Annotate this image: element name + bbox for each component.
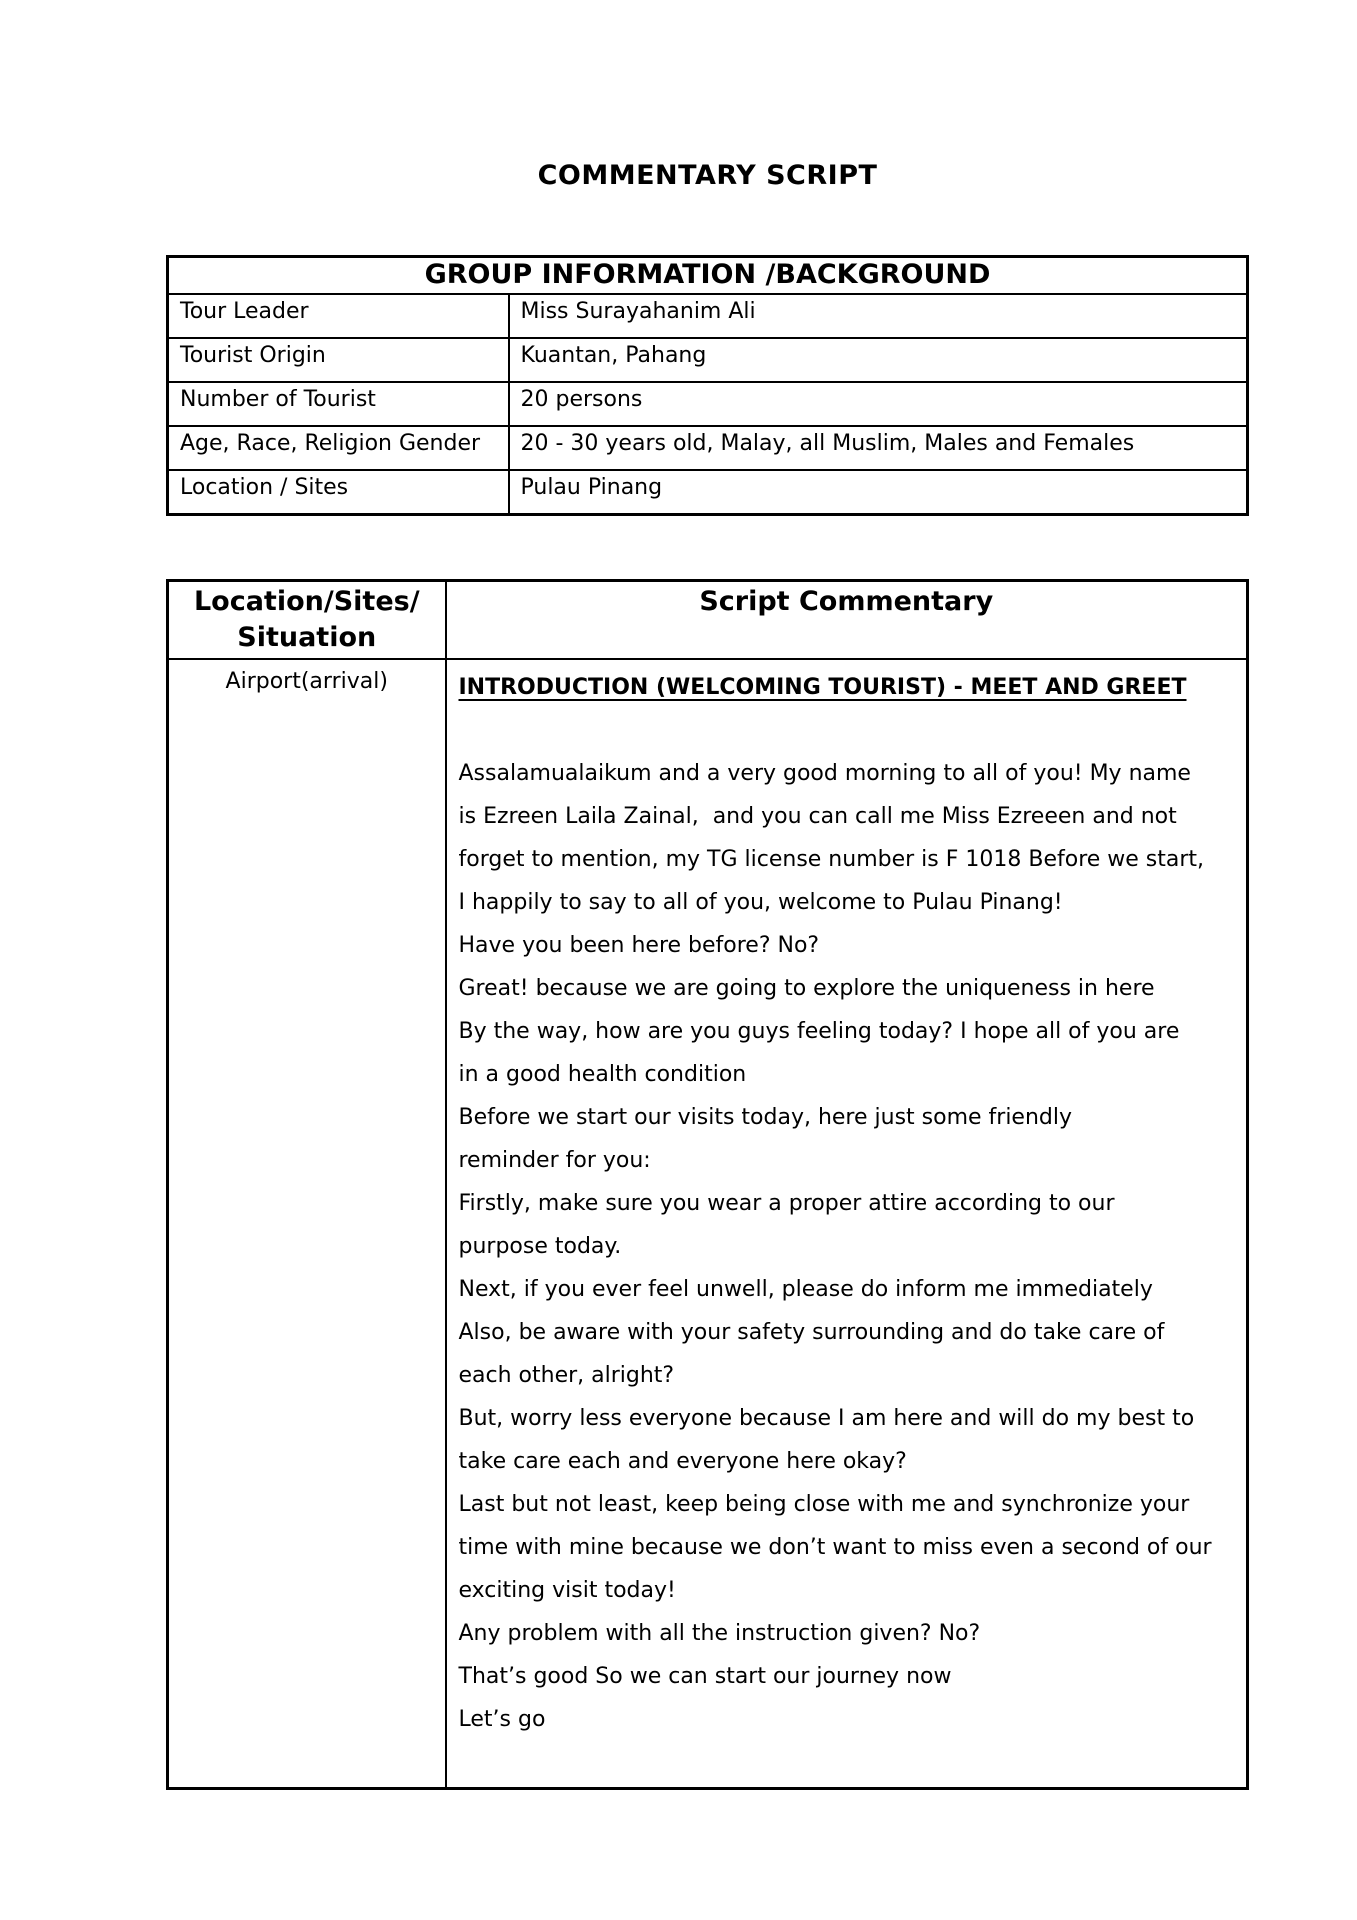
group-info-header: GROUP INFORMATION /BACKGROUND — [168, 257, 1248, 295]
row-value: 20 - 30 years old, Malay, all Muslim, Males and Females — [509, 426, 1248, 470]
row-label: Tour Leader — [168, 294, 509, 338]
script-line: But, worry less everyone because I am here and will do my best to — [458, 1406, 1195, 1431]
script-commentary-header: Script Commentary — [446, 581, 1248, 660]
row-value: Miss Surayahanim Ali — [509, 294, 1248, 338]
table-row — [168, 382, 1248, 426]
section-heading: INTRODUCTION (WELCOMING TOURIST) - MEET AND GREET — [458, 675, 1187, 700]
page-title: COMMENTARY SCRIPT — [537, 160, 878, 191]
row-value: Kuantan, Pahang — [509, 338, 1248, 382]
table-row — [168, 470, 1248, 515]
row-label: Number of Tourist — [168, 382, 509, 426]
script-line: is Ezreen Laila Zainal, and you can call me Miss Ezreeen and not — [458, 804, 1177, 829]
location-cell: Airport(arrival) — [168, 659, 446, 1789]
table-row — [168, 338, 1248, 382]
script-line: Firstly, make sure you wear a proper attire according to our — [458, 1191, 1115, 1216]
script-line: time with mine because we don’t want to miss even a second of our — [458, 1535, 1212, 1560]
script-line: Have you been here before? No? — [458, 933, 820, 958]
table-row — [168, 294, 1248, 338]
commentary-table — [166, 579, 1249, 1790]
script-line: take care each and everyone here okay? — [458, 1449, 907, 1474]
script-line: exciting visit today! — [458, 1578, 676, 1603]
script-line: in a good health condition — [458, 1062, 747, 1087]
script-line: Assalamualaikum and a very good morning to all of you! My name — [458, 761, 1191, 786]
script-line: Any problem with all the instruction given? No? — [458, 1621, 981, 1646]
location-sites-header — [168, 581, 446, 660]
group-info-table — [166, 255, 1249, 516]
script-line: each other, alright? — [458, 1363, 675, 1388]
script-line: reminder for you: — [458, 1148, 651, 1173]
script-line: forget to mention, my TG license number is F 1018 Before we start, — [458, 847, 1205, 872]
script-line: Before we start our visits today, here just some friendly — [458, 1105, 1073, 1130]
row-label: Location / Sites — [168, 470, 509, 515]
script-line: Also, be aware with your safety surrounding and do take care of — [458, 1320, 1165, 1345]
row-label: Tourist Origin — [168, 338, 509, 382]
commentary-body-row — [168, 659, 1248, 1789]
script-line: Next, if you ever feel unwell, please do inform me immediately — [458, 1277, 1153, 1302]
script-line: Let’s go — [458, 1707, 546, 1732]
script-body — [459, 709, 1235, 1741]
table-row — [168, 426, 1248, 470]
script-line: I happily to say to all of you, welcome to Pulau Pinang! — [458, 890, 1063, 915]
row-value: 20 persons — [509, 382, 1248, 426]
script-line: That’s good So we can start our journey now — [458, 1664, 952, 1689]
script-line: purpose today. — [458, 1234, 622, 1259]
group-info-header-row — [168, 257, 1248, 295]
script-line: Last but not least, keep being close with me and synchronize your — [458, 1492, 1190, 1517]
row-value: Pulau Pinang — [509, 470, 1248, 515]
script-line: Great! because we are going to explore the uniqueness in here — [458, 976, 1155, 1001]
row-label: Age, Race, Religion Gender — [168, 426, 509, 470]
location-sites-header-line1: Location/Sites/ — [193, 586, 420, 617]
script-line — [459, 709, 1235, 752]
script-line: By the way, how are you guys feeling today? I hope all of you are — [458, 1019, 1180, 1044]
script-cell — [446, 659, 1248, 1789]
commentary-header-row — [168, 581, 1248, 660]
location-sites-header-line2: Situation — [237, 622, 377, 653]
